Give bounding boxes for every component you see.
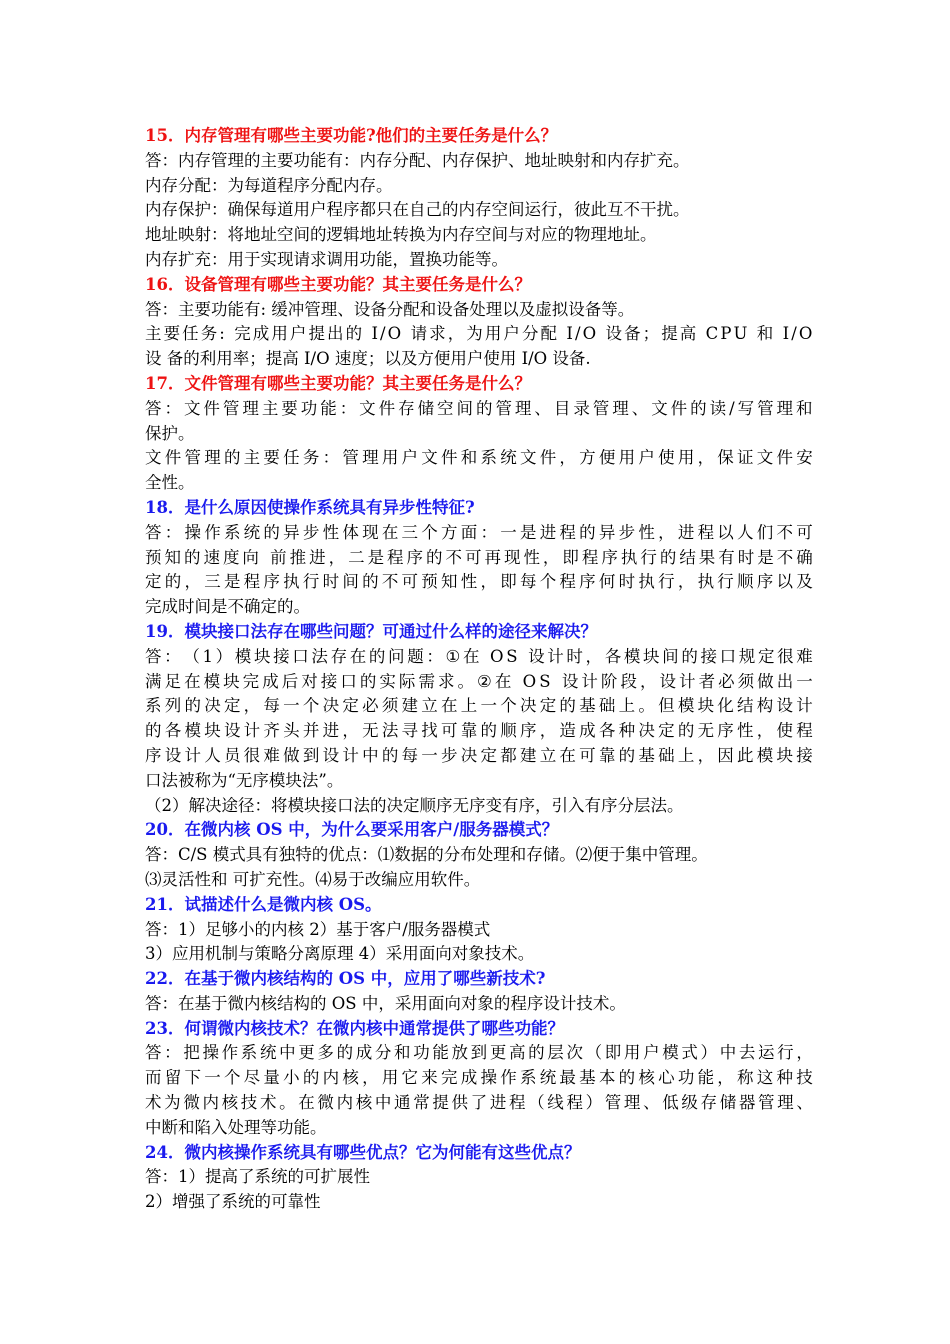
question-title: 18．是什么原因使操作系统具有异步性特征? [145,497,475,517]
answer-line: 全性。 [145,473,195,493]
question-title: 16．设备管理有哪些主要功能？其主要任务是什么？ [145,274,531,294]
answer-line: 地址映射：将地址空间的逻辑地址转换为内存空间与对应的物理地址。 [145,225,657,245]
question-title: 20．在微内核 OS 中，为什么要采用客户/服务器模式？ [145,820,559,840]
answer-line: 的 各 模 块 设 计 齐 头 并 进 ， 无 法 寻 找 可 靠 的 顺 序 ， 造 成 各 种 决 定 的 无 序 性 ， 使 程 [145,721,813,741]
question-title: 21．试描述什么是微内核 OS。 [145,894,382,914]
answer-line: 术 为 微 内 核 技 术 。 在 微 内 核 中 通 常 提 供 了 进 程 （ 线 程 ） 管 理 、 低 级 存 储 器 管 理 、 [145,1093,813,1113]
answer-line: 答：主要功能有: 缓冲管理、设备分配和设备处理以及虚拟设备等。 [145,299,635,319]
question-title: 19．模块接口法存在哪些问题？可通过什么样的途径来解决？ [145,621,597,641]
answer-line: 答 ： 把 操 作 系 统 中 更 多 的 成 分 和 功 能 放 到 更 高 的 层 次 （ 即 用 户 模 式 ） 中 去 运 行 ， [145,1043,813,1063]
question-title: 23．何谓微内核技术？在微内核中通常提供了哪些功能？ [145,1018,564,1038]
question-title: 15．内存管理有哪些主要功能?他们的主要任务是什么？ [145,126,558,145]
answer-line: 内存扩充：用于实现请求调用功能，置换功能等。 [145,249,508,269]
answer-line: 2）增强了系统的可靠性 [145,1192,321,1212]
answer-line: （2）解决途径：将模块接口法的决定顺序无序变有序，引入有序分层法。 [145,795,684,815]
answer-line: 答：内存管理的主要功能有：内存分配、内存保护、地址映射和内存扩充。 [145,150,690,170]
answer-line: ⑶灵活性和 可扩充性。⑷易于改编应用软件。 [145,869,481,889]
answer-line: 中断和陷入处理等功能。 [145,1117,327,1137]
answer-line: 答：1）提高了系统的可扩展性 [145,1167,370,1187]
answer-line: 内存保护：确保每道用户程序都只在自己的内存空间运行，彼此互不干扰。 [145,200,690,220]
answer-line: 3）应用机制与策略分离原理 4）采用面向对象技术。 [145,944,535,964]
answer-line: 答 ： （ 1 ） 模 块 接 口 法 存 在 的 问 题 ： ① 在 O S 设 计 时 ， 各 模 块 间 的 接 口 规 定 很 难 [145,646,813,666]
answer-line: 完成时间是不确定的。 [145,597,310,617]
answer-line: 口法被称为“无序模块法”。 [145,770,344,790]
answer-line: 序 设 计 人 员 很 难 做 到 设 计 中 的 每 一 步 决 定 都 建 立 在 可 靠 的 基 础 上 ， 因 此 模 块 接 [145,745,813,765]
answer-line: 设 备的利用率；提高 I/O 速度；以及方便用户使用 I/O 设备. [145,349,591,369]
answer-line: 答 ： 文 件 管 理 主 要 功 能 ： 文 件 存 储 空 间 的 管 理 、 目 录 管 理 、 文 件 的 读 / 写 管 理 和 [145,398,813,418]
question-title: 17．文件管理有哪些主要功能？其主要任务是什么？ [145,373,531,393]
answer-line: 答：1）足够小的内核 2）基于客户/服务器模式 [145,919,491,939]
answer-line: 答 ： 操 作 系 统 的 异 步 性 体 现 在 三 个 方 面 ： 一 是 进 程 的 异 步 性 ， 进 程 以 人 们 不 可 [145,522,813,542]
answer-line: 系 列 的 决 定 ， 每 一 个 决 定 必 须 建 立 在 上 一 个 决 定 的 基 础 上 。 但 模 块 化 结 构 设 计 [145,696,813,716]
answer-line: 满 足 在 模 块 完 成 后 对 接 口 的 实 际 需 求 。 ② 在 O S 设 计 阶 段 ， 设 计 者 必 须 做 出 一 [145,671,813,691]
answer-line: 而 留 下 一 个 尽 量 小 的 内 核 ， 用 它 来 完 成 操 作 系 统 最 基 本 的 核 心 功 能 ， 称 这 种 技 [145,1068,813,1088]
answer-line: 文 件 管 理 的 主 要 任 务 ： 管 理 用 户 文 件 和 系 统 文 件 ， 方 便 用 户 使 用 ， 保 证 文 件 安 [145,448,813,468]
answer-line: 保护。 [145,423,195,443]
answer-line: 定 的 ， 三 是 程 序 执 行 时 间 的 不 可 预 知 性 ， 即 每 个 程 序 何 时 执 行 ， 执 行 顺 序 以 及 [145,572,813,592]
document-body [145,124,813,1215]
question-title: 22．在基于微内核结构的 OS 中，应用了哪些新技术? [145,969,546,989]
answer-line: 答：在基于微内核结构的 OS 中，采用面向对象的程序设计技术。 [145,993,626,1013]
answer-line: 内存分配：为每道程序分配内存。 [145,175,393,195]
answer-line: 答：C/S 模式具有独特的优点：⑴数据的分布处理和存储。⑵便于集中管理。 [145,845,708,865]
answer-line: 预 知 的 速 度 向 前 推 进 ， 二 是 程 序 的 不 可 再 现 性 ， 即 程 序 执 行 的 结 果 有 时 是 不 确 [145,547,813,567]
answer-line: 主 要 任 务 : 完 成 用 户 提 出 的 I / O 请 求 ， 为 用 户 分 配 I / O 设 备 ； 提 高 C P U 和 I / O [145,324,813,344]
question-title: 24．微内核操作系统具有哪些优点？它为何能有这些优点？ [145,1142,581,1162]
